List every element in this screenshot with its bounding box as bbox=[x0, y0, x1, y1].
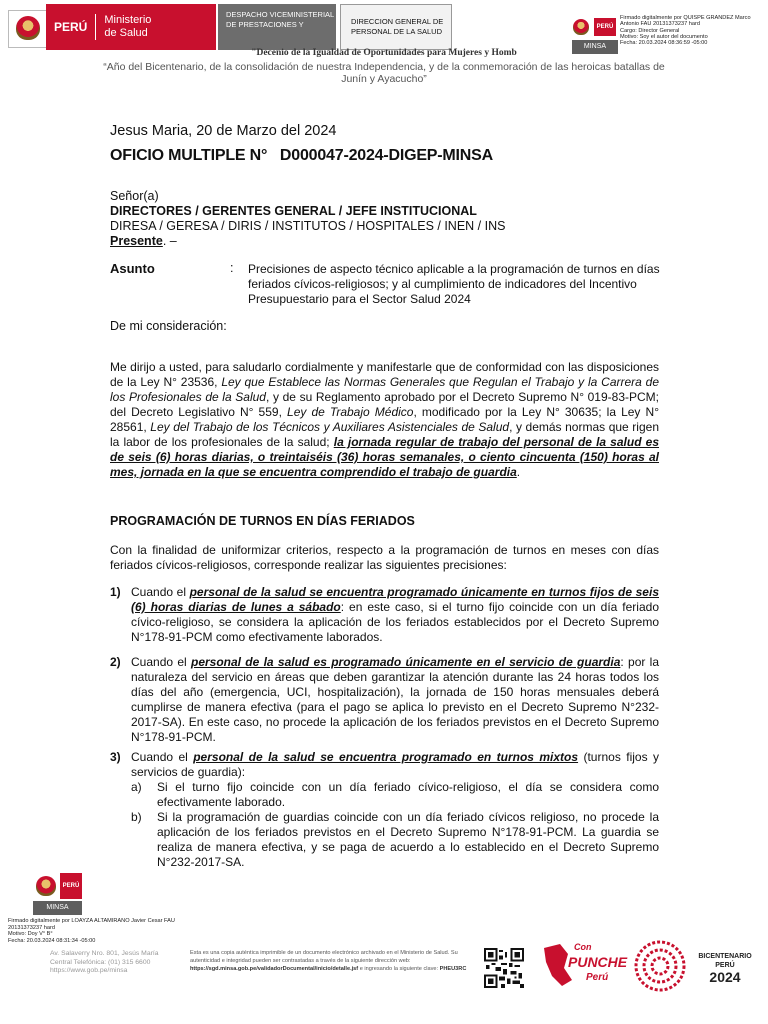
ministry-logo bbox=[46, 4, 216, 50]
digital-signature-text: Firmado digitalmente por QUISPE GRANDEZ Marco Antonio FAU 20131373237 hard Cargo: Director General Motivo: Soy el autor del documento Fecha: 20.03.2024 08:36:59 -05:00 bbox=[620, 15, 751, 47]
stamp-peru-label: PERÚ bbox=[594, 18, 616, 36]
presente-suffix: . – bbox=[162, 234, 177, 248]
highlighted-text: la jornada regular de trabajo del personal de la salud es de seis (6) horas diarias, o treintaiséis (36) horas semanales, o ciento cincuenta (150) horas al mes, jornada en la que se encuentra comprendido el trabajo de guardia bbox=[110, 435, 659, 479]
coat-of-arms-icon bbox=[572, 18, 590, 36]
intro-text: Me dirijo a usted, para saludarlo cordialmente y manifestarle que de conformidad con las disposiciones de la Ley N° 23536, bbox=[110, 360, 659, 389]
law-name: Ley del Trabajo de los Técnicos y Auxiliares Asistenciales de Salud bbox=[150, 420, 510, 434]
year-motto: “Año del Bicentenario, de la consolidación de nuestra Independencia, y de la conmemoración de las heroicas batallas de Junín y Ayacucho” bbox=[103, 61, 665, 85]
direccion-label: DIRECCION GENERAL DE PERSONAL DE LA SALUD bbox=[340, 4, 452, 50]
intro-text: , modificado por la Ley N° 30635; la Ley N° 28561, bbox=[110, 405, 659, 434]
addressee-institutions: DIRESA / GERESA / DIRIS / INSTITUTOS / HOSPITALES / INEN / INS bbox=[110, 219, 506, 233]
note-text: Esta es una copia auténtica imprimible de un documento electrónico archivado en el Ministerio de Salud. Su autenticidad e integridad pueden ser contrastadas a través de la siguiente dirección web: bbox=[190, 950, 458, 964]
punche-peru: Perú bbox=[586, 972, 609, 983]
law-name: Ley de Trabajo Médico bbox=[287, 405, 414, 419]
bicentenario-label bbox=[690, 952, 760, 984]
highlighted-text: personal de la salud se encuentra programado en turnos mixtos bbox=[193, 750, 579, 764]
list-item-text: : por la naturaleza del servicio en áreas que deben garantizar la atención durante las 24 horas todos los días del año (emergencia, UCI, hospitalización), la jornada de 150 horas mensuales deberá cumplirse de manera efectiva (para el pago se aplica lo previsto en el Decreto Supremo N°232-2017-SA). En este caso, no procede la aplicación de los feriados previstos en el Decreto Supremo N°178-91-PCM. bbox=[131, 655, 660, 744]
intro-text: , y demás normas que rigen la labor de los profesionales de la salud; bbox=[110, 420, 659, 449]
sub-item bbox=[131, 780, 659, 810]
con-punche-peru-logo bbox=[538, 940, 630, 990]
authenticity-note bbox=[190, 950, 470, 973]
list-item-number: 2) bbox=[110, 655, 121, 669]
coat-of-arms-icon bbox=[33, 873, 59, 899]
note-text: e ingresando la siguiente clave: bbox=[358, 965, 440, 972]
asunto-text: Precisiones de aspecto técnico aplicable a la programación de turnos en días feriados cívicos-religiosos; y al cumplimiento de indicadores del Incentivo Presupuestario para el Sector Salud 2024 bbox=[248, 262, 660, 306]
decenio-motto: "Decenio de la Igualdad de Oportunidades para Mujeres y Homb bbox=[251, 48, 517, 58]
sub-item-letter: a) bbox=[131, 780, 142, 794]
peru-label: PERÚ bbox=[46, 14, 96, 40]
sub-item-letter: b) bbox=[131, 810, 142, 824]
list-item-text: (turnos fijos y servicios de guardia): bbox=[131, 750, 659, 779]
bicentenario-year: 2024 bbox=[709, 969, 741, 985]
list-item-text: : en este caso, si el turno fijo coincide con un día feriado cívico-religioso, se considera la aplicación de los feriados establecidos por el Decreto Supremo N°178-91-PCM como efectivamente laborados. bbox=[131, 600, 659, 644]
sub-item-text: Si la programación de guardias coincide con un día feriado cívicos religioso, no procede la aplicación de los feriados previstos en el Decreto Supremo N°178-91-PCM. La guardia se realiza de manera efectiva, y se paga de acuerdo a lo establecido en el Decreto Supremo N°232-2017-SA. bbox=[157, 810, 659, 869]
validation-link[interactable]: https://sgd.minsa.gob.pe/validadorDocumental/inicio/detalle.jsf bbox=[190, 965, 359, 972]
punche-con: Con bbox=[574, 942, 592, 952]
greeting: De mi consideración: bbox=[110, 319, 227, 333]
qr-code-icon bbox=[484, 948, 524, 988]
stamp-minsa-label: MINSA bbox=[572, 40, 618, 54]
document-date: Jesus Maria, 20 de Marzo del 2024 bbox=[110, 123, 337, 139]
list-item-text: Cuando el bbox=[131, 750, 194, 764]
addressee-salutation: Señor(a) bbox=[110, 189, 159, 203]
highlighted-text: personal de la salud se encuentra programado únicamente en turnos fijos de seis (6) horas diarias de lunes a sábado bbox=[131, 585, 659, 614]
asunto-colon: : bbox=[230, 261, 234, 275]
bicentenario-emblem-icon bbox=[632, 938, 688, 994]
bicentenario-title: BICENTENARIO bbox=[698, 953, 752, 960]
footer-peru-label: PERÚ bbox=[60, 873, 82, 899]
sub-item-text: Si el turno fijo coincide con un día feriado cívico-religioso, el día se considera como efectivamente laborado. bbox=[157, 780, 659, 809]
presente-label: Presente bbox=[110, 234, 163, 248]
list-item-number: 3) bbox=[110, 750, 121, 764]
footer-address: Av. Salaverry Nro. 801, Jesús María Central Telefónica: (01) 315 6600 https://www.gob.pe/minsa bbox=[50, 950, 159, 974]
list-item bbox=[110, 750, 659, 870]
punche-big: PUNCHE bbox=[568, 954, 628, 970]
list-item-text: Cuando el bbox=[131, 585, 190, 599]
validation-key: PHEU3RC bbox=[439, 965, 467, 972]
coat-of-arms-icon bbox=[16, 16, 40, 40]
document-title: OFICIO MULTIPLE N° D000047-2024-DIGEP-MINSA bbox=[110, 147, 493, 164]
coat-of-arms-box bbox=[8, 10, 48, 48]
section-title: PROGRAMACIÓN DE TURNOS EN DÍAS FERIADOS bbox=[110, 514, 415, 528]
sub-item bbox=[131, 810, 659, 870]
bicentenario-peru: PERÚ bbox=[715, 962, 735, 969]
list-item bbox=[110, 655, 659, 745]
footer-signature-text: Firmado digitalmente por LOAYZA ALTAMIRANO Javier Cesar FAU 20131373237 hard Motivo: Doy V° B° Fecha: 20.03.2024 08:31:34 -05:00 bbox=[8, 918, 175, 944]
list-item-text: Cuando el bbox=[131, 655, 191, 669]
asunto-label: Asunto bbox=[110, 261, 155, 276]
addressee-directors: DIRECTORES / GERENTES GENERAL / JEFE INSTITUCIONAL bbox=[110, 204, 477, 218]
highlighted-text: personal de la salud es programado únicamente en el servicio de guardia bbox=[190, 655, 621, 669]
section-paragraph: Con la finalidad de uniformizar criterios, respecto a la programación de turnos en meses con días feriados cívicos-religiosos, corresponde realizar las siguientes precisiones: bbox=[110, 543, 659, 572]
footer-minsa-label: MINSA bbox=[33, 901, 82, 915]
addressee-block bbox=[110, 189, 505, 249]
intro-text: . bbox=[516, 465, 521, 479]
law-name: Ley que Establece las Normas Generales que Regulan el Trabajo y la Carrera de los Profesionales de la Salud bbox=[110, 375, 659, 404]
presente-line bbox=[110, 234, 505, 249]
list-item-number: 1) bbox=[110, 585, 121, 599]
ministerio-label: Ministerio de Salud bbox=[104, 14, 152, 39]
despacho-label: DESPACHO VICEMINISTERIAL DE PRESTACIONES Y bbox=[218, 4, 336, 50]
intro-text: , y de su Reglamento aprobado por el Decreto Supremo N° 019-83-PCM; del Decreto Legislativo N° 559, bbox=[110, 390, 659, 419]
list-item bbox=[110, 585, 659, 645]
intro-paragraph bbox=[110, 360, 659, 480]
